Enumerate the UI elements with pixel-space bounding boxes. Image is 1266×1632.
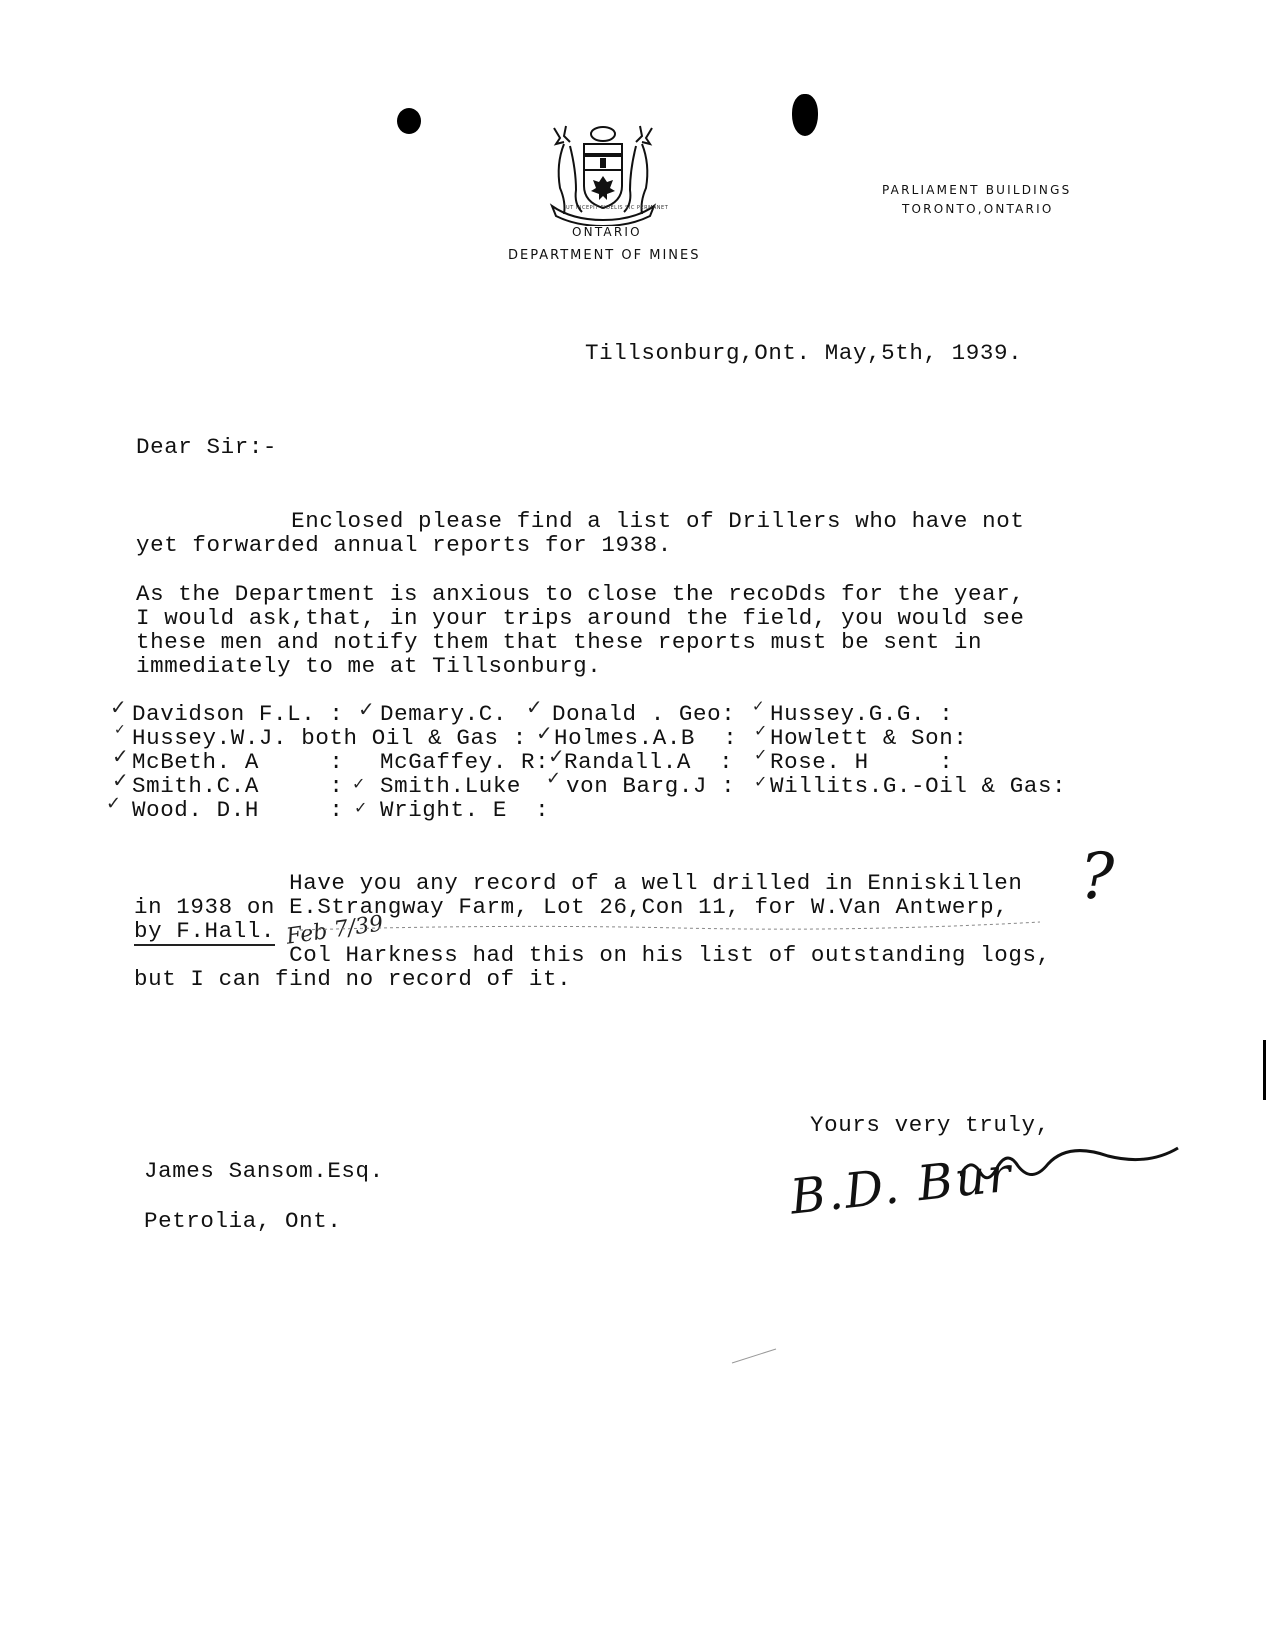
- paragraph-2-line-3: these men and notify them that these reports must be sent in: [136, 629, 983, 655]
- driller-entry: Davidson F.L. :: [132, 701, 344, 727]
- letterhead-address-line2: TORONTO,ONTARIO: [902, 202, 1054, 216]
- driller-entry: Howlett & Son:: [770, 725, 968, 751]
- driller-entry: Rose. H :: [770, 749, 954, 775]
- check-mark-icon: ✓: [106, 793, 122, 814]
- driller-entry: Willits.G.-Oil & Gas:: [770, 773, 1067, 799]
- place-date: Tillsonburg,Ont. May,5th, 1939.: [585, 340, 1023, 366]
- check-mark-icon: ✓: [352, 774, 366, 793]
- driller-entry: Smith.Luke: [380, 773, 522, 799]
- paragraph-3-line-1: Have you any record of a well drilled in Enniskillen: [134, 870, 1023, 896]
- driller-entry: Demary.C.: [380, 701, 507, 727]
- check-mark-icon: ✓: [112, 768, 129, 792]
- letterhead-department: DEPARTMENT OF MINES: [508, 248, 701, 263]
- driller-entry: Donald . Geo:: [552, 701, 736, 727]
- check-mark-icon: ✓: [536, 721, 553, 745]
- driller-entry: von Barg.J :: [566, 773, 736, 799]
- paragraph-3-line-3: by F.Hall.: [134, 918, 276, 944]
- paragraph-2-line-2: I would ask,that, in your trips around the field, you would see: [136, 605, 1025, 631]
- paragraph-3-line-2: in 1938 on E.Strangway Farm, Lot 26,Con 11, for W.Van Antwerp,: [134, 894, 1009, 920]
- driller-entry: Holmes.A.B :: [554, 725, 738, 751]
- punch-hole-left: [397, 108, 421, 134]
- salutation: Dear Sir:-: [136, 434, 278, 460]
- driller-entry: Hussey.G.G. :: [770, 701, 954, 727]
- check-mark-icon: ✓: [754, 721, 768, 740]
- signature: B.D. Bur: [787, 1146, 1016, 1226]
- driller-entry: Smith.C.A :: [132, 773, 344, 799]
- margin-question-mark: ?: [1080, 840, 1115, 914]
- check-mark-icon: ✓: [526, 695, 543, 719]
- check-mark-icon: ✓: [548, 744, 565, 768]
- driller-entry: McGaffey. R:: [380, 749, 550, 775]
- paragraph-2-line-4: immediately to me at Tillsonburg.: [136, 653, 602, 679]
- driller-entry: Wright. E :: [380, 797, 550, 823]
- driller-entry: Randall.A :: [564, 749, 734, 775]
- recipient-place: Petrolia, Ont.: [144, 1208, 342, 1234]
- check-mark-icon: ✓: [754, 772, 768, 791]
- check-mark-icon: ✓: [546, 768, 562, 789]
- handwritten-date-note: Feb 7/39: [284, 911, 385, 950]
- check-mark-icon: ✓: [354, 798, 368, 817]
- letterhead-address-line1: PARLIAMENT BUILDINGS: [882, 183, 1072, 197]
- check-mark-icon: ✓: [114, 722, 126, 738]
- stray-pencil-mark: [730, 1345, 780, 1365]
- punch-hole-right: [792, 94, 818, 136]
- paragraph-3-line-5: but I can find no record of it.: [134, 966, 572, 992]
- pencil-underline-marks: [300, 910, 1040, 940]
- paragraph-3-line-4: Col Harkness had this on his list of outstanding logs,: [134, 942, 1051, 968]
- crest-motto: UT INCEPIT FIDELIS SIC PERMANET: [566, 205, 669, 211]
- check-mark-icon: ✓: [112, 744, 129, 768]
- check-mark-icon: ✓: [110, 695, 127, 719]
- signature-flourish: [960, 1140, 1180, 1190]
- driller-entry: Wood. D.H :: [132, 797, 344, 823]
- check-mark-icon: ✓: [358, 697, 375, 721]
- check-mark-icon: ✓: [752, 697, 765, 715]
- paragraph-2-line-1: As the Department is anxious to close the recoDds for the year,: [136, 581, 1025, 607]
- driller-entry: Hussey.W.J. both Oil & Gas :: [132, 725, 527, 751]
- check-mark-icon: ✓: [754, 745, 768, 764]
- paragraph-1-line-2: yet forwarded annual reports for 1938.: [136, 532, 672, 558]
- driller-entry: McBeth. A :: [132, 749, 344, 775]
- letterhead-province: ONTARIO: [572, 225, 642, 239]
- recipient-name: James Sansom.Esq.: [144, 1158, 384, 1184]
- closing: Yours very truly,: [810, 1112, 1050, 1138]
- paragraph-1-line-1: Enclosed please find a list of Drillers who have not: [136, 508, 1025, 534]
